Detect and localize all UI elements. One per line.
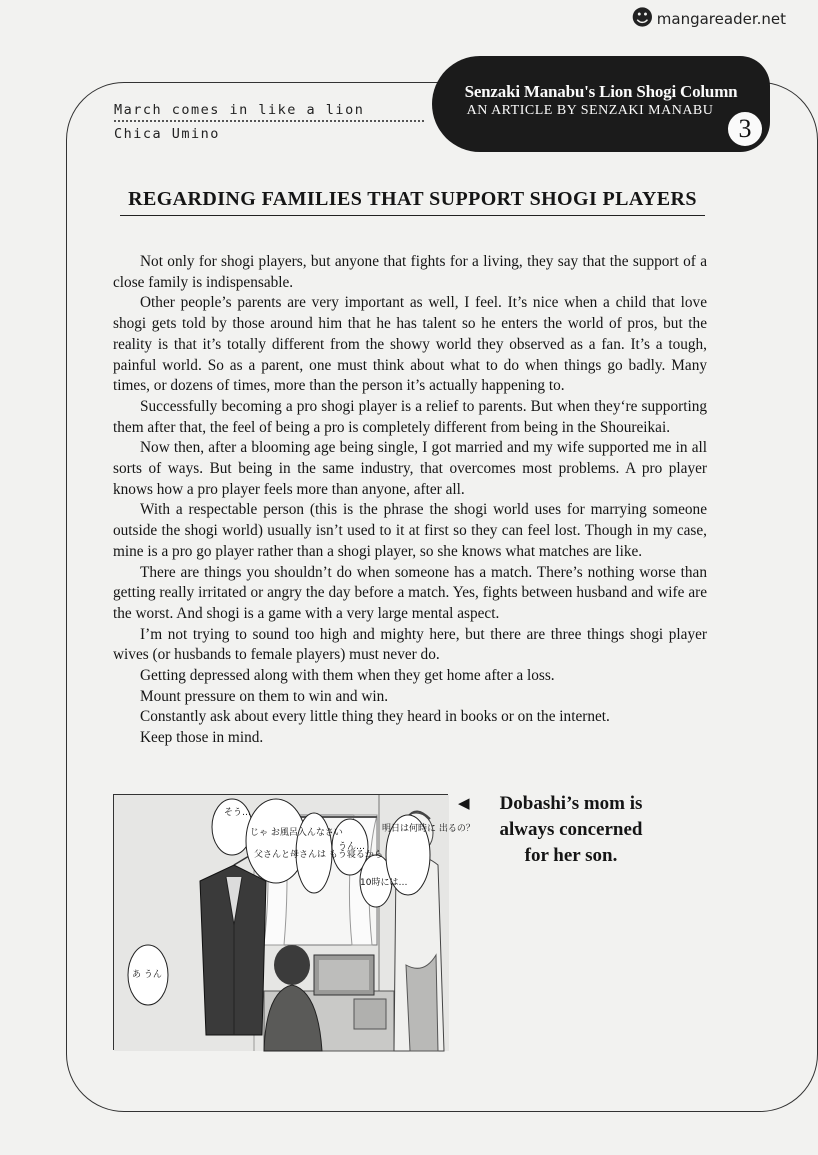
bubble-text: じゃ お風呂入んなさい xyxy=(250,828,343,838)
article-paragraph: Mount pressure on them to win and win. xyxy=(140,687,389,705)
left-pointer-icon: ◀ xyxy=(458,796,470,812)
site-watermark xyxy=(631,8,786,30)
watermark-text: mangareader.net xyxy=(656,10,786,28)
manga-face-logo-icon: ☻ xyxy=(630,6,654,31)
column-byline: AN ARTICLE BY SENZAKI MANABU xyxy=(466,103,714,118)
column-title: Senzaki Manabu's Lion Shogi Column xyxy=(464,82,738,101)
series-title: March comes in like a lion xyxy=(114,102,365,118)
article-paragraph: There are things you shouldn’t do when someone has a match. There’s nothing worse than getting really irritated or angry the day before a match. Yes, fights between husband and wife are the worst. And shogi is a game with a very large mental aspect. xyxy=(113,563,707,622)
article-paragraph: With a respectable person (this is the phrase the shogi world uses for marrying someone outside the shogi world) usually isn’t used to it at first so they can feel lost. Though in my case, mine is a pro go player rather than a shogi player, so she knows what matches are like. xyxy=(113,501,707,560)
article-headline: REGARDING FAMILIES THAT SUPPORT SHOGI PLAYERS xyxy=(120,188,705,216)
caption-line: Dobashi’s mom is xyxy=(499,793,643,814)
bubble-text: そう… xyxy=(224,808,252,818)
article-paragraph: Successfully becoming a pro shogi player is a relief to parents. But when they‘re supporting them after that, the feel of being a pro is completely different from being in the Shoureikai. xyxy=(113,397,707,436)
dotted-divider xyxy=(114,120,424,122)
bubble-text: 父さんと母さんは もう寝るから xyxy=(254,850,383,860)
caption-line: for her son. xyxy=(524,845,618,866)
series-info xyxy=(114,98,364,146)
column-number: 3 xyxy=(726,110,764,148)
article-body xyxy=(113,252,707,749)
bubble-text: うん… xyxy=(338,842,366,852)
article-paragraph: Keep those in mind. xyxy=(140,729,264,747)
bubble-text: あ うん xyxy=(132,970,162,980)
article-paragraph: Not only for shogi players, but anyone that fights for a living, they say that the support of a close family is indispensable. xyxy=(113,253,707,291)
article-paragraph: Constantly ask about every little thing they heard in books or on the internet. xyxy=(140,708,610,726)
manga-panel-illustration xyxy=(114,795,475,1051)
manga-panel xyxy=(113,794,475,1050)
article-paragraph: Now then, after a blooming age being single, I got married and my wife supported me in all sorts of ways. But being in the same industry, that overcomes most problems. A pro player knows how a pro player feels more than anyone, after all. xyxy=(113,439,707,498)
bubble-text: 10時には… xyxy=(360,878,408,888)
bubble-text: 明日は何時に 出るの？ xyxy=(382,824,475,834)
panel-caption xyxy=(458,791,666,869)
article-paragraph: Getting depressed along with them when they get home after a loss. xyxy=(140,667,555,685)
column-badge xyxy=(432,56,770,152)
article-paragraph: Other people’s parents are very important as well, I feel. It’s nice when a child that love shogi gets told by those around him that he has talent so he enters the world of pros, but the reality is that it’s totally different from the showy world they observed as a fan. It’s a tough, painful world. So as a parent, one must think about what to do when things go badly. Many times, or dozens of times, more than the person it’s actually happening to. xyxy=(113,294,707,395)
article-paragraph: I’m not trying to sound too high and mighty here, but there are three things shogi player wives (or husbands to female players) must never do. xyxy=(113,625,707,664)
series-author: Chica Umino xyxy=(114,126,220,142)
caption-line: always concerned xyxy=(499,819,643,840)
